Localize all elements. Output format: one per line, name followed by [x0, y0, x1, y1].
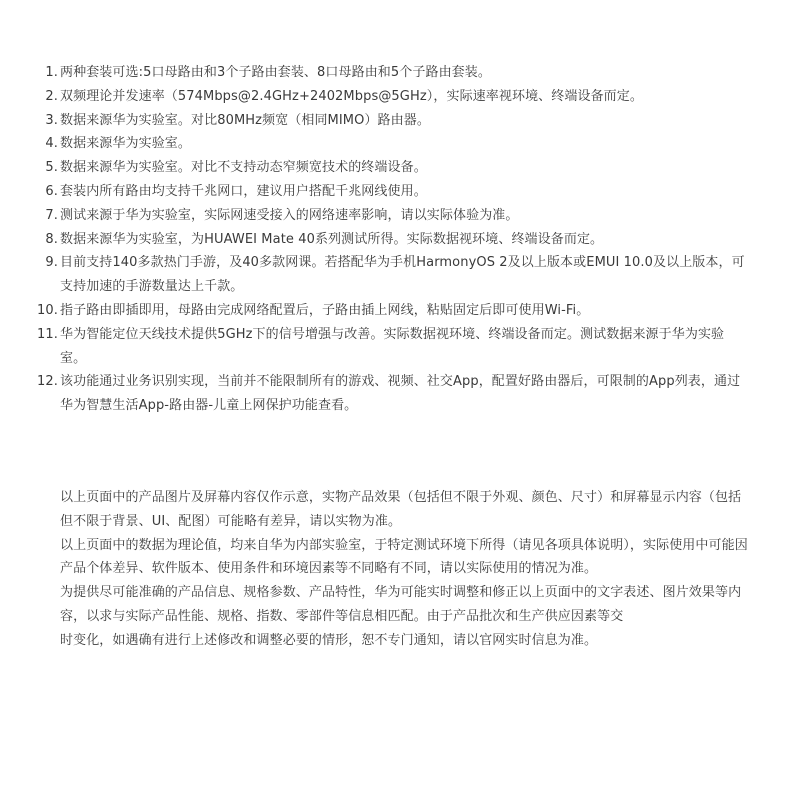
footnote-number: 11.	[37, 326, 58, 342]
footnote-text: 数据来源华为实验室。对比不支持动态窄频宽技术的终端设备。	[60, 160, 427, 176]
footnote-text: 测试来源于华为实验室，实际网速受接入的网络速率影响，请以实际体验为准。	[60, 207, 519, 223]
footnote-text: 双频理论并发速率（574Mbps@2.4GHz+2402Mbps@5GHz），实际速率视环境、终端设备而定。	[60, 88, 643, 104]
disclaimer-paragraph: 时变化，如遇确有进行上述修改和调整必要的情形，恕不专门通知，请以官网实时信息为准。	[60, 632, 598, 648]
footnote-number: 9.	[45, 255, 58, 271]
footnote-text: 套装内所有路由均支持千兆网口，建议用户搭配千兆网线使用。	[60, 183, 427, 199]
footnote-text: 华为智能定位天线技术提供5GHz下的信号增强与改善。实际数据视环境、终端设备而定。测试数据来源于华为实验室。	[60, 326, 725, 366]
footnote-item	[30, 132, 750, 156]
footnote-item	[30, 251, 750, 299]
footnote-text: 数据来源华为实验室。	[60, 136, 192, 152]
footnote-number: 12.	[37, 374, 58, 390]
footnote-number: 1.	[45, 65, 58, 80]
footnote-text: 指子路由即插即用，母路由完成网络配置后，子路由插上网线，粘贴固定后即可使用Wi-Fi。	[60, 302, 590, 318]
footnote-number: 6.	[45, 183, 58, 199]
disclaimer-paragraph: 以上页面中的数据为理论值，均来自华为内部实验室，于特定测试环境下所得（请见各项具体说明），实际使用中可能因产品个体差异、软件版本、使用条件和环境因素等不同略有不同，请以实际使用的情况为准。	[60, 537, 748, 577]
footnote-item	[30, 228, 750, 252]
footnote-text: 数据来源华为实验室。对比80MHz频宽（相同MIMO）路由器。	[60, 112, 430, 128]
footnote-number: 7.	[45, 207, 58, 223]
footnote-text: 该功能通过业务识别实现，当前并不能限制所有的游戏、视频、社交App，配置好路由器后，可限制的App列表，通过华为智慧生活App-路由器-儿童上网保护功能查看。	[60, 374, 741, 414]
footnote-item	[30, 323, 750, 371]
footnote-text: 目前支持140多款热门手游，及40多款网课。若搭配华为手机HarmonyOS 2及以上版本或EMUI 10.0及以上版本，可支持加速的手游数量达上千款。	[60, 255, 745, 295]
footnote-number: 4.	[45, 136, 58, 152]
footnote-item	[30, 109, 750, 133]
footnote-item	[30, 85, 750, 109]
footnote-item	[30, 204, 750, 228]
footnote-number: 2.	[45, 88, 58, 104]
footnote-number: 10.	[37, 302, 58, 318]
footnote-number: 5.	[45, 160, 58, 176]
disclaimer-paragraph: 以上页面中的产品图片及屏幕内容仅作示意，实物产品效果（包括但不限于外观、颜色、尺寸）和屏幕显示内容（包括但不限于背景、UI、配图）可能略有差异，请以实物为准。	[60, 490, 742, 529]
disclaimer-block	[60, 486, 750, 653]
footnote-item	[30, 61, 750, 85]
footnote-text: 数据来源华为实验室，为HUAWEI Mate 40系列测试所得。实际数据视环境、终端设备而定。	[60, 231, 604, 247]
footnote-item	[30, 370, 750, 418]
footnote-number: 8.	[45, 231, 58, 247]
footnote-item	[30, 299, 750, 323]
footnote-text: 两种套装可选:5口母路由和3个子路由套装、8口母路由和5个子路由套装。	[60, 65, 491, 80]
footnote-item	[30, 180, 750, 204]
footnotes-list	[30, 61, 750, 418]
footnote-item	[30, 156, 750, 180]
footnote-number: 3.	[45, 112, 58, 128]
disclaimer-paragraph: 为提供尽可能准确的产品信息、规格参数、产品特性，华为可能实时调整和修正以上页面中的文字表述、图片效果等内容，以求与实际产品性能、规格、指数、零部件等信息相匹配。由于产品批次和生产供应因素等交	[60, 585, 742, 624]
